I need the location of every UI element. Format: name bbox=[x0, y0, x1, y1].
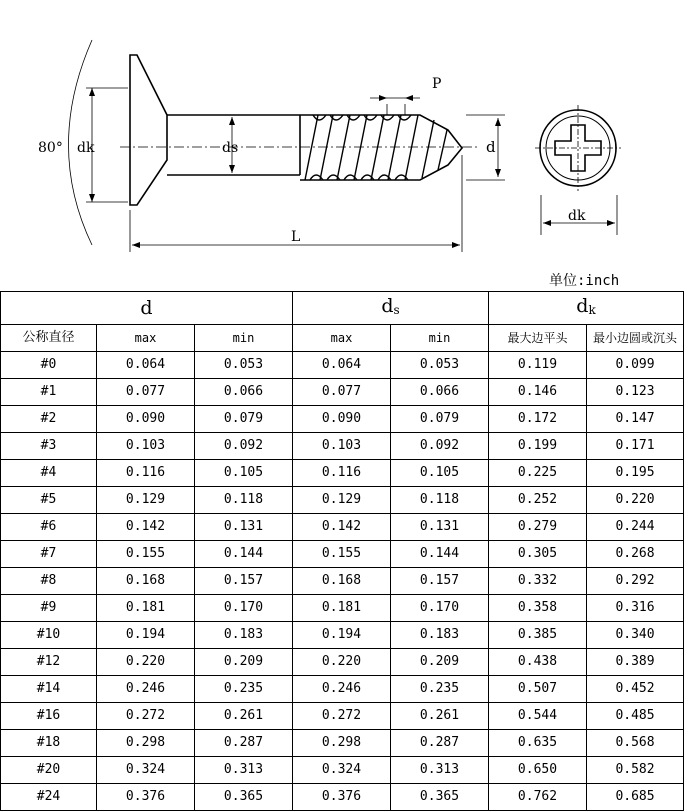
cell-ds-max: 0.194 bbox=[293, 622, 391, 649]
cell-dk-countersunk: 0.568 bbox=[587, 730, 684, 757]
screw-technical-drawing bbox=[0, 0, 684, 268]
cell-dk-countersunk: 0.123 bbox=[587, 379, 684, 406]
column-header-d-min: min bbox=[195, 325, 293, 352]
cell-dk-countersunk: 0.220 bbox=[587, 487, 684, 514]
cell-dk-flat: 0.305 bbox=[489, 541, 587, 568]
table-row bbox=[1, 730, 684, 757]
cell-d-max: 0.194 bbox=[97, 622, 195, 649]
cell-size: #1 bbox=[1, 379, 97, 406]
cell-d-min: 0.209 bbox=[195, 649, 293, 676]
cell-ds-min: 0.313 bbox=[391, 757, 489, 784]
cell-dk-countersunk: 0.268 bbox=[587, 541, 684, 568]
cell-size: #5 bbox=[1, 487, 97, 514]
cell-dk-flat: 0.385 bbox=[489, 622, 587, 649]
table-row bbox=[1, 703, 684, 730]
table-row bbox=[1, 649, 684, 676]
cell-d-max: 0.064 bbox=[97, 352, 195, 379]
column-header-dk-countersunk: 最小边圆或沉头 bbox=[587, 325, 684, 352]
cell-dk-flat: 0.146 bbox=[489, 379, 587, 406]
cell-d-max: 0.220 bbox=[97, 649, 195, 676]
cell-d-max: 0.181 bbox=[97, 595, 195, 622]
cell-d-max: 0.168 bbox=[97, 568, 195, 595]
cell-ds-max: 0.246 bbox=[293, 676, 391, 703]
cell-d-min: 0.118 bbox=[195, 487, 293, 514]
ds-label: ds bbox=[222, 140, 239, 156]
cell-size: #2 bbox=[1, 406, 97, 433]
column-header-row bbox=[1, 325, 684, 352]
cell-d-max: 0.272 bbox=[97, 703, 195, 730]
cell-ds-max: 0.168 bbox=[293, 568, 391, 595]
cell-dk-flat: 0.279 bbox=[489, 514, 587, 541]
table-row bbox=[1, 487, 684, 514]
cell-d-min: 0.365 bbox=[195, 784, 293, 811]
group-header-ds: $d_s$ bbox=[293, 292, 489, 325]
cell-dk-flat: 0.762 bbox=[489, 784, 587, 811]
cell-dk-countersunk: 0.195 bbox=[587, 460, 684, 487]
cell-dk-countersunk: 0.147 bbox=[587, 406, 684, 433]
cell-dk-countersunk: 0.389 bbox=[587, 649, 684, 676]
cell-size: #16 bbox=[1, 703, 97, 730]
cell-dk-flat: 0.199 bbox=[489, 433, 587, 460]
cell-d-min: 0.092 bbox=[195, 433, 293, 460]
dk-left-label: dk bbox=[77, 140, 95, 156]
cell-ds-max: 0.181 bbox=[293, 595, 391, 622]
cell-size: #8 bbox=[1, 568, 97, 595]
group-header-row bbox=[1, 292, 684, 325]
dk-right-label: dk bbox=[568, 208, 586, 224]
column-header-ds-min: min bbox=[391, 325, 489, 352]
cell-ds-min: 0.144 bbox=[391, 541, 489, 568]
cell-ds-min: 0.170 bbox=[391, 595, 489, 622]
cell-ds-max: 0.155 bbox=[293, 541, 391, 568]
table-row bbox=[1, 595, 684, 622]
cell-ds-max: 0.090 bbox=[293, 406, 391, 433]
cell-ds-min: 0.131 bbox=[391, 514, 489, 541]
cell-d-min: 0.053 bbox=[195, 352, 293, 379]
cell-size: #24 bbox=[1, 784, 97, 811]
column-header-size: 公称直径 bbox=[1, 325, 97, 352]
cell-size: #6 bbox=[1, 514, 97, 541]
table-row bbox=[1, 784, 684, 811]
table-row bbox=[1, 460, 684, 487]
screw-head-end-view bbox=[535, 105, 621, 191]
cell-ds-max: 0.116 bbox=[293, 460, 391, 487]
cell-ds-max: 0.376 bbox=[293, 784, 391, 811]
cell-size: #20 bbox=[1, 757, 97, 784]
cell-d-max: 0.324 bbox=[97, 757, 195, 784]
cell-ds-min: 0.235 bbox=[391, 676, 489, 703]
cell-dk-flat: 0.507 bbox=[489, 676, 587, 703]
column-header-ds-max: max bbox=[293, 325, 391, 352]
cell-ds-max: 0.064 bbox=[293, 352, 391, 379]
screw-thread-section bbox=[300, 115, 462, 180]
cell-d-max: 0.090 bbox=[97, 406, 195, 433]
cell-ds-min: 0.157 bbox=[391, 568, 489, 595]
cell-ds-max: 0.298 bbox=[293, 730, 391, 757]
cell-d-min: 0.144 bbox=[195, 541, 293, 568]
cell-d-min: 0.183 bbox=[195, 622, 293, 649]
cell-size: #7 bbox=[1, 541, 97, 568]
cell-dk-flat: 0.635 bbox=[489, 730, 587, 757]
cell-size: #12 bbox=[1, 649, 97, 676]
cell-ds-max: 0.272 bbox=[293, 703, 391, 730]
cell-ds-min: 0.287 bbox=[391, 730, 489, 757]
unit-label: 单位:inch bbox=[549, 273, 620, 289]
cell-dk-countersunk: 0.292 bbox=[587, 568, 684, 595]
screw-head-outline bbox=[130, 55, 167, 205]
cell-size: #14 bbox=[1, 676, 97, 703]
cell-d-min: 0.079 bbox=[195, 406, 293, 433]
cell-ds-max: 0.324 bbox=[293, 757, 391, 784]
cell-d-min: 0.261 bbox=[195, 703, 293, 730]
cell-ds-max: 0.103 bbox=[293, 433, 391, 460]
table-row bbox=[1, 352, 684, 379]
cell-dk-countersunk: 0.452 bbox=[587, 676, 684, 703]
cell-d-max: 0.298 bbox=[97, 730, 195, 757]
cell-ds-max: 0.142 bbox=[293, 514, 391, 541]
cell-d-min: 0.157 bbox=[195, 568, 293, 595]
cell-ds-min: 0.118 bbox=[391, 487, 489, 514]
cell-d-max: 0.103 bbox=[97, 433, 195, 460]
cell-ds-max: 0.129 bbox=[293, 487, 391, 514]
cell-size: #9 bbox=[1, 595, 97, 622]
cell-dk-countersunk: 0.582 bbox=[587, 757, 684, 784]
table-row bbox=[1, 433, 684, 460]
cell-dk-flat: 0.438 bbox=[489, 649, 587, 676]
cell-d-min: 0.105 bbox=[195, 460, 293, 487]
cell-ds-min: 0.079 bbox=[391, 406, 489, 433]
cell-d-min: 0.287 bbox=[195, 730, 293, 757]
cell-size: #4 bbox=[1, 460, 97, 487]
table-row bbox=[1, 568, 684, 595]
cell-d-max: 0.155 bbox=[97, 541, 195, 568]
cell-dk-flat: 0.172 bbox=[489, 406, 587, 433]
cell-size: #10 bbox=[1, 622, 97, 649]
cell-dk-flat: 0.358 bbox=[489, 595, 587, 622]
cell-dk-countersunk: 0.244 bbox=[587, 514, 684, 541]
cell-d-max: 0.116 bbox=[97, 460, 195, 487]
column-header-d-max: max bbox=[97, 325, 195, 352]
table-row bbox=[1, 541, 684, 568]
cell-ds-min: 0.092 bbox=[391, 433, 489, 460]
cell-d-max: 0.077 bbox=[97, 379, 195, 406]
length-label: L bbox=[291, 229, 301, 245]
cell-ds-min: 0.365 bbox=[391, 784, 489, 811]
cell-d-min: 0.170 bbox=[195, 595, 293, 622]
cell-dk-flat: 0.544 bbox=[489, 703, 587, 730]
cell-dk-countersunk: 0.171 bbox=[587, 433, 684, 460]
cell-ds-min: 0.066 bbox=[391, 379, 489, 406]
cell-ds-min: 0.053 bbox=[391, 352, 489, 379]
group-header-dk: $d_k$ bbox=[489, 292, 684, 325]
table-row bbox=[1, 406, 684, 433]
table-row bbox=[1, 757, 684, 784]
group-header-d: d bbox=[1, 292, 293, 325]
table-row bbox=[1, 676, 684, 703]
cell-d-max: 0.129 bbox=[97, 487, 195, 514]
table-row bbox=[1, 622, 684, 649]
angle-label: 80° bbox=[38, 140, 63, 156]
column-header-dk-flat: 最大边平头 bbox=[489, 325, 587, 352]
cell-size: #18 bbox=[1, 730, 97, 757]
cell-size: #0 bbox=[1, 352, 97, 379]
cell-dk-countersunk: 0.340 bbox=[587, 622, 684, 649]
cell-dk-countersunk: 0.485 bbox=[587, 703, 684, 730]
cell-dk-flat: 0.332 bbox=[489, 568, 587, 595]
cell-dk-flat: 0.225 bbox=[489, 460, 587, 487]
cell-d-max: 0.376 bbox=[97, 784, 195, 811]
cell-ds-min: 0.183 bbox=[391, 622, 489, 649]
cell-dk-countersunk: 0.099 bbox=[587, 352, 684, 379]
cell-dk-countersunk: 0.685 bbox=[587, 784, 684, 811]
table-row bbox=[1, 514, 684, 541]
cell-ds-max: 0.220 bbox=[293, 649, 391, 676]
cell-ds-min: 0.209 bbox=[391, 649, 489, 676]
dimension-table bbox=[0, 291, 684, 811]
cell-d-min: 0.235 bbox=[195, 676, 293, 703]
cell-ds-max: 0.077 bbox=[293, 379, 391, 406]
cell-dk-countersunk: 0.316 bbox=[587, 595, 684, 622]
cell-dk-flat: 0.252 bbox=[489, 487, 587, 514]
pitch-label: P bbox=[432, 76, 442, 92]
cell-dk-flat: 0.119 bbox=[489, 352, 587, 379]
cell-d-min: 0.131 bbox=[195, 514, 293, 541]
cell-d-max: 0.246 bbox=[97, 676, 195, 703]
cell-dk-flat: 0.650 bbox=[489, 757, 587, 784]
table-row bbox=[1, 379, 684, 406]
cell-size: #3 bbox=[1, 433, 97, 460]
cell-ds-min: 0.261 bbox=[391, 703, 489, 730]
cell-d-min: 0.066 bbox=[195, 379, 293, 406]
cell-d-max: 0.142 bbox=[97, 514, 195, 541]
cell-ds-min: 0.105 bbox=[391, 460, 489, 487]
d-label: d bbox=[486, 138, 496, 156]
cell-d-min: 0.313 bbox=[195, 757, 293, 784]
